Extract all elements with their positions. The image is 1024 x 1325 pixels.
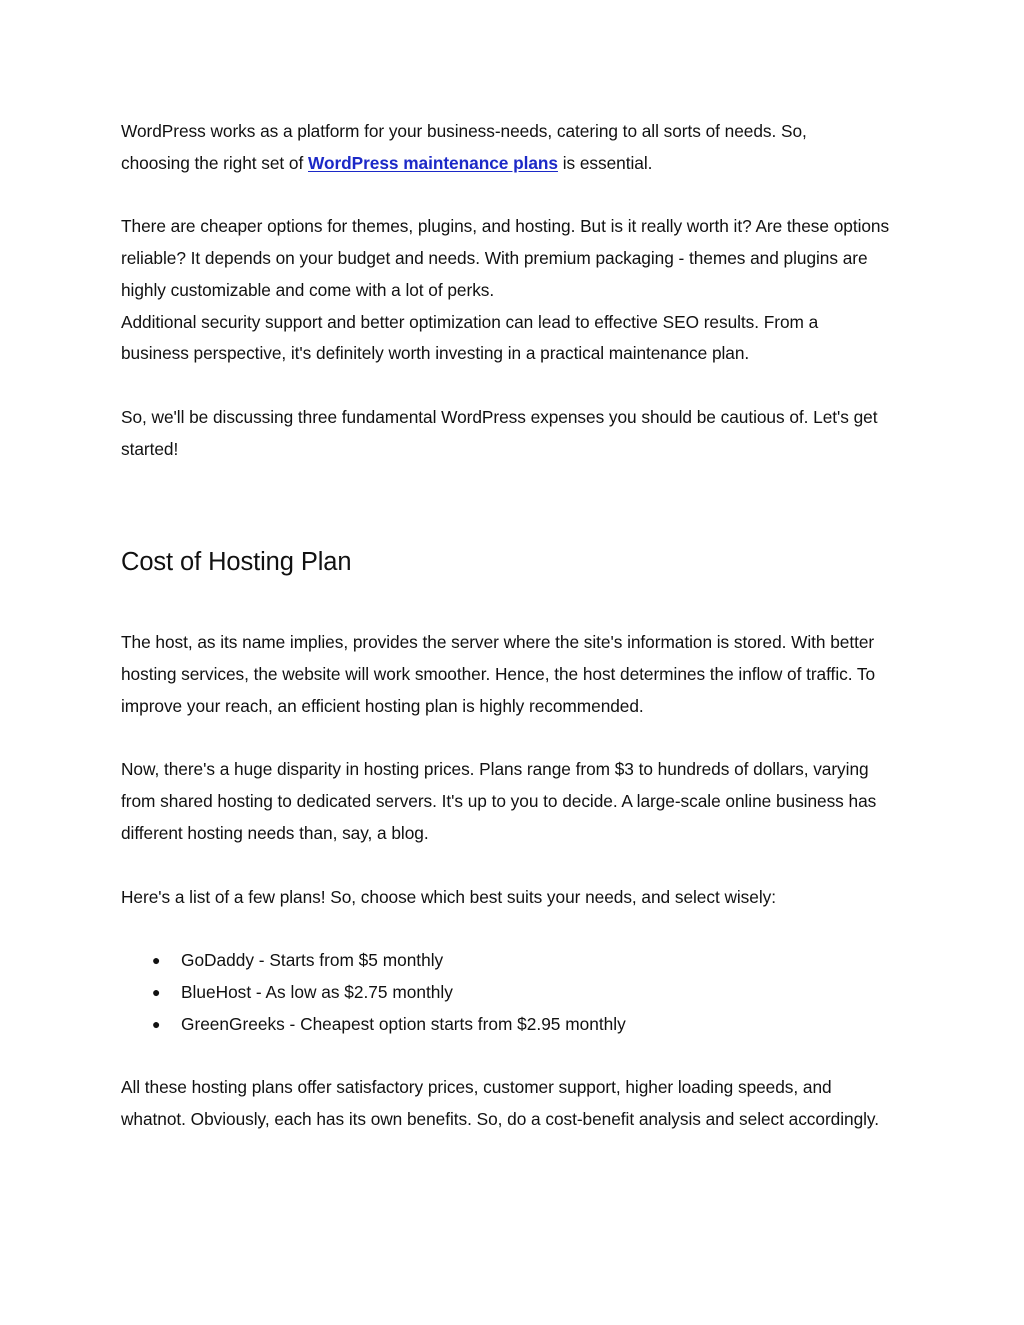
plan-text: BlueHost - As low as $2.75 monthly xyxy=(181,981,453,1002)
intro-paragraph-2: There are cheaper options for themes, plugins, and hosting. But is it really worth it? Are these options reliable? It depends on your budget and needs. With premium packaging - themes and plugins are highly customizable and come with a lot of perks. xyxy=(121,216,890,300)
intro-paragraph-3: So, we'll be discussing three fundamental WordPress expenses you should be cautious of. Let's get started! xyxy=(121,406,878,459)
bullet-icon: ● xyxy=(152,952,161,969)
intro-paragraph-2-continued: Additional security support and better optimization can lead to effective SEO results. From a business perspective, it's definitely worth investing in a practical maintenance plan. xyxy=(121,311,819,364)
plan-text: GreenGreeks - Cheapest option starts from $2.95 monthly xyxy=(181,1013,626,1034)
hosting-paragraph-2: Now, there's a huge disparity in hosting prices. Plans range from $3 to hundreds of dollars, varying from shared hosting to dedicated servers. It's up to you to decide. A large-scale online business has different hosting needs than, say, a blog. xyxy=(121,759,877,843)
list-item xyxy=(121,977,921,1009)
hosting-paragraph-1: The host, as its name implies, provides the server where the site's information is stored. With better hosting services, the website will work smoother. Hence, the host determines the inflow of traffic. To improve your reach, an efficient hosting plan is highly recommended. xyxy=(121,632,876,716)
intro-text-after-link: is essential. xyxy=(557,152,653,173)
section-heading: Cost of Hosting Plan xyxy=(121,548,352,577)
list-item xyxy=(121,945,921,977)
hosting-paragraph-3: Here's a list of a few plans! So, choose which best suits your needs, and select wisely: xyxy=(121,886,776,907)
hosting-plans-list xyxy=(121,945,921,1040)
bullet-icon: ● xyxy=(152,1015,161,1032)
maintenance-plans-link[interactable]: WordPress maintenance plans xyxy=(308,152,558,173)
document-page xyxy=(121,116,921,1136)
intro-text-before-link: WordPress works as a platform for your business-needs, catering to all sorts of needs. So, choosing the right set of xyxy=(121,121,807,173)
hosting-paragraph-4: All these hosting plans offer satisfactory prices, customer support, higher loading speeds, and whatnot. Obviously, each has its own benefits. So, do a cost-benefit analysis and select accordingly. xyxy=(121,1077,879,1130)
bullet-icon: ● xyxy=(152,983,161,1000)
intro-paragraph-1 xyxy=(121,116,861,179)
plan-text: GoDaddy - Starts from $5 monthly xyxy=(181,950,444,971)
list-item xyxy=(121,1009,921,1041)
